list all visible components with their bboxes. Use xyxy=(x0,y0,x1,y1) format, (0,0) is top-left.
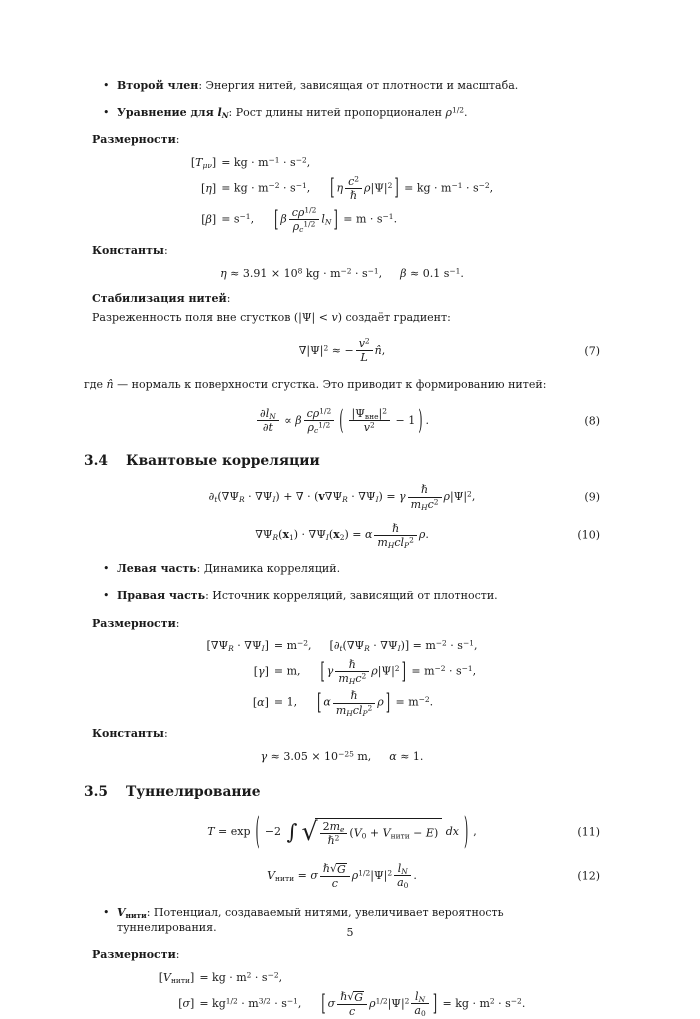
equation-rhs: = $s^{-1}$, [ β $\frac{c\rho^{1/2}}{\rho_c^{1/2}}$ $l_N$ ] = $m \cdot s^{-1}$. xyxy=(221,205,398,235)
bullet-item-equation-ln xyxy=(84,105,600,120)
equation-rhs: = 1, [ α ℏ $m_Hcl_P^2$ ρ ] = $m^{-2}$. xyxy=(273,689,434,718)
paragraph-head-stabilization: Стабилизация нитей: xyxy=(92,291,231,305)
equation-number: (11) xyxy=(577,825,600,839)
paragraph-text: Разреженность поля вне сгустков (|Ψ| < v) создаёт градиент: xyxy=(92,311,451,325)
equation-rhs: = kg · $m^{-1} \cdot s^{-2}$, xyxy=(221,154,311,169)
equation-rhs: = m, [ γ ℏ $m_Hc^2$ $\rho|\Psi|^2$ ] = $m^{-2} \cdot s^{-1}$, xyxy=(273,657,477,686)
equation-rhs: = kg · $m^{-2} \cdot s^{-1}$, [ η $c^2$ ℏ $\rho|\Psi|^2$ ] = kg · $m^{-1} \cdot s^{-2}$, xyxy=(221,173,494,202)
equation-7 xyxy=(84,338,600,363)
equation-body: $\nabla\Psi_R(x_1) \cdot \nabla\Psi_I(x_2) = \alpha$ ℏ $m_Hcl_P^2$ ρ. xyxy=(255,521,429,550)
constants-line-2: $\gamma \approx 3.05 \times 10^{-25}$ m, α ≈ 1. xyxy=(260,749,424,763)
bullet-item-left-part xyxy=(84,561,600,576)
equation-number: (10) xyxy=(577,528,600,542)
paragraph-head-constants-1: Константы: xyxy=(92,243,168,257)
equation-body: $\partial_t(\nabla\Psi_R \cdot \nabla\Psi_I)$ + ∇ · $(v\nabla\Psi_R \cdot \nabla\Psi_I) = \gamma$ ℏ $m_Hc^2$ $\rho|\Psi|^2$, xyxy=(208,483,476,512)
equation-number: (9) xyxy=(584,490,600,504)
section-title: Квантовые корреляции xyxy=(126,453,320,470)
equation-11 xyxy=(84,810,600,854)
dimensions-block-2 xyxy=(84,638,600,716)
equation-rhs: = $m^{-2}$, $[\partial_t(\nabla\Psi_R \cdot \nabla\Psi_I)] = m^{-2} \cdot s^{-1}$, xyxy=(273,637,478,653)
paragraph-head-dimensions-3: Размерности: xyxy=(92,948,180,962)
bullet-text: Левая часть: Динамика корреляций. xyxy=(117,562,341,576)
equation-9 xyxy=(84,483,600,512)
equation-number: (7) xyxy=(584,344,600,358)
section-heading-3-5 xyxy=(84,783,600,802)
paragraph-head-constants-2: Константы: xyxy=(92,726,168,740)
equation-10 xyxy=(84,523,600,548)
equation-lhs: $[V_{нити}]$ xyxy=(158,970,195,985)
equation-body: $V_{нити} = \sigma$ ℏ √ G c $\rho^{1/2}|\Psi|^2$ $\frac{l_N}{a_0}$ . xyxy=(267,861,417,891)
paragraph-head-dimensions-2: Размерности: xyxy=(92,616,180,630)
equation-rhs: = $kg^{1/2} \cdot m^{3/2} \cdot s^{-1}$, [ σ ℏ √ G c $\rho^{1/2}|\Psi|^2$ $\frac{l_N}{a_0}$ ] = kg · $m^2 \cdot s^{-2}$. xyxy=(199,989,526,1019)
equation-12 xyxy=(84,863,600,889)
equation-body: $\frac{\partial l_N}{\partial t}$ ∝ β $\frac{c\rho^{1/2}}{\rho_c^{1/2}}$ ( $|\Psi_{вне}|^2$ $v^2$ − 1 ) . xyxy=(255,414,429,427)
section-title: Туннелирование xyxy=(126,784,261,801)
section-number: 3.4 xyxy=(84,453,109,470)
equation-lhs: $[\nabla\Psi_R \cdot \nabla\Psi_I]$ xyxy=(206,638,269,653)
equation-number: (12) xyxy=(577,869,600,883)
equation-lhs: [β] xyxy=(201,213,217,227)
bullet-text: $V_{нити}$: Потенциал, создаваемый нитями, увеличивает вероятность туннелирования. xyxy=(117,906,504,935)
equation-body: $\nabla|\Psi|^2$ ≈ − $\frac{v^2}{L}$ n̂, xyxy=(298,336,386,365)
paragraph-head-dimensions-1: Размерности: xyxy=(92,133,180,147)
section-number: 3.5 xyxy=(84,784,109,801)
dimensions-block-1 xyxy=(84,155,600,233)
equation-lhs: [σ] xyxy=(178,997,195,1011)
paragraph-text: где n̂ — нормаль к поверхности сгустка. Это приводит к формированию нитей: xyxy=(84,377,547,391)
equation-body: T = exp ( −2 ∫ √ $2m_e$ ℏ$^2$ $(V_0 + V_{нити} - E)$ dx ) , xyxy=(207,810,477,854)
page-number: 5 xyxy=(346,925,354,939)
bullet-text: Правая часть: Источник корреляций, зависящий от плотности. xyxy=(117,589,498,603)
equation-lhs: [α] xyxy=(252,696,269,710)
bullet-text: Уравнение для $l_N$: Рост длины нитей пропорционален $\rho^{1/2}$. xyxy=(117,105,468,121)
equation-lhs: $[T_{\mu\nu}]$ xyxy=(190,155,217,170)
constants-line-1: $\eta \approx 3.91 \times 10^8$ kg · $m^{-2} \cdot s^{-1}$, β ≈ 0.1 $s^{-1}$. xyxy=(220,266,464,280)
bullet-item-right-part xyxy=(84,588,600,603)
equation-8 xyxy=(84,403,600,437)
bullet-text: Второй член: Энергия нитей, зависящая от плотности и масштаба. xyxy=(117,79,519,92)
equation-lhs: [γ] xyxy=(253,665,269,679)
equation-lhs: [η] xyxy=(201,181,217,195)
equation-rhs: = kg · $m^2 \cdot s^{-2}$, xyxy=(199,969,283,984)
equation-number: (8) xyxy=(584,413,600,427)
dimensions-block-3 xyxy=(84,970,600,1018)
section-heading-3-4 xyxy=(84,452,600,471)
bullet-item-second-term xyxy=(84,78,600,93)
